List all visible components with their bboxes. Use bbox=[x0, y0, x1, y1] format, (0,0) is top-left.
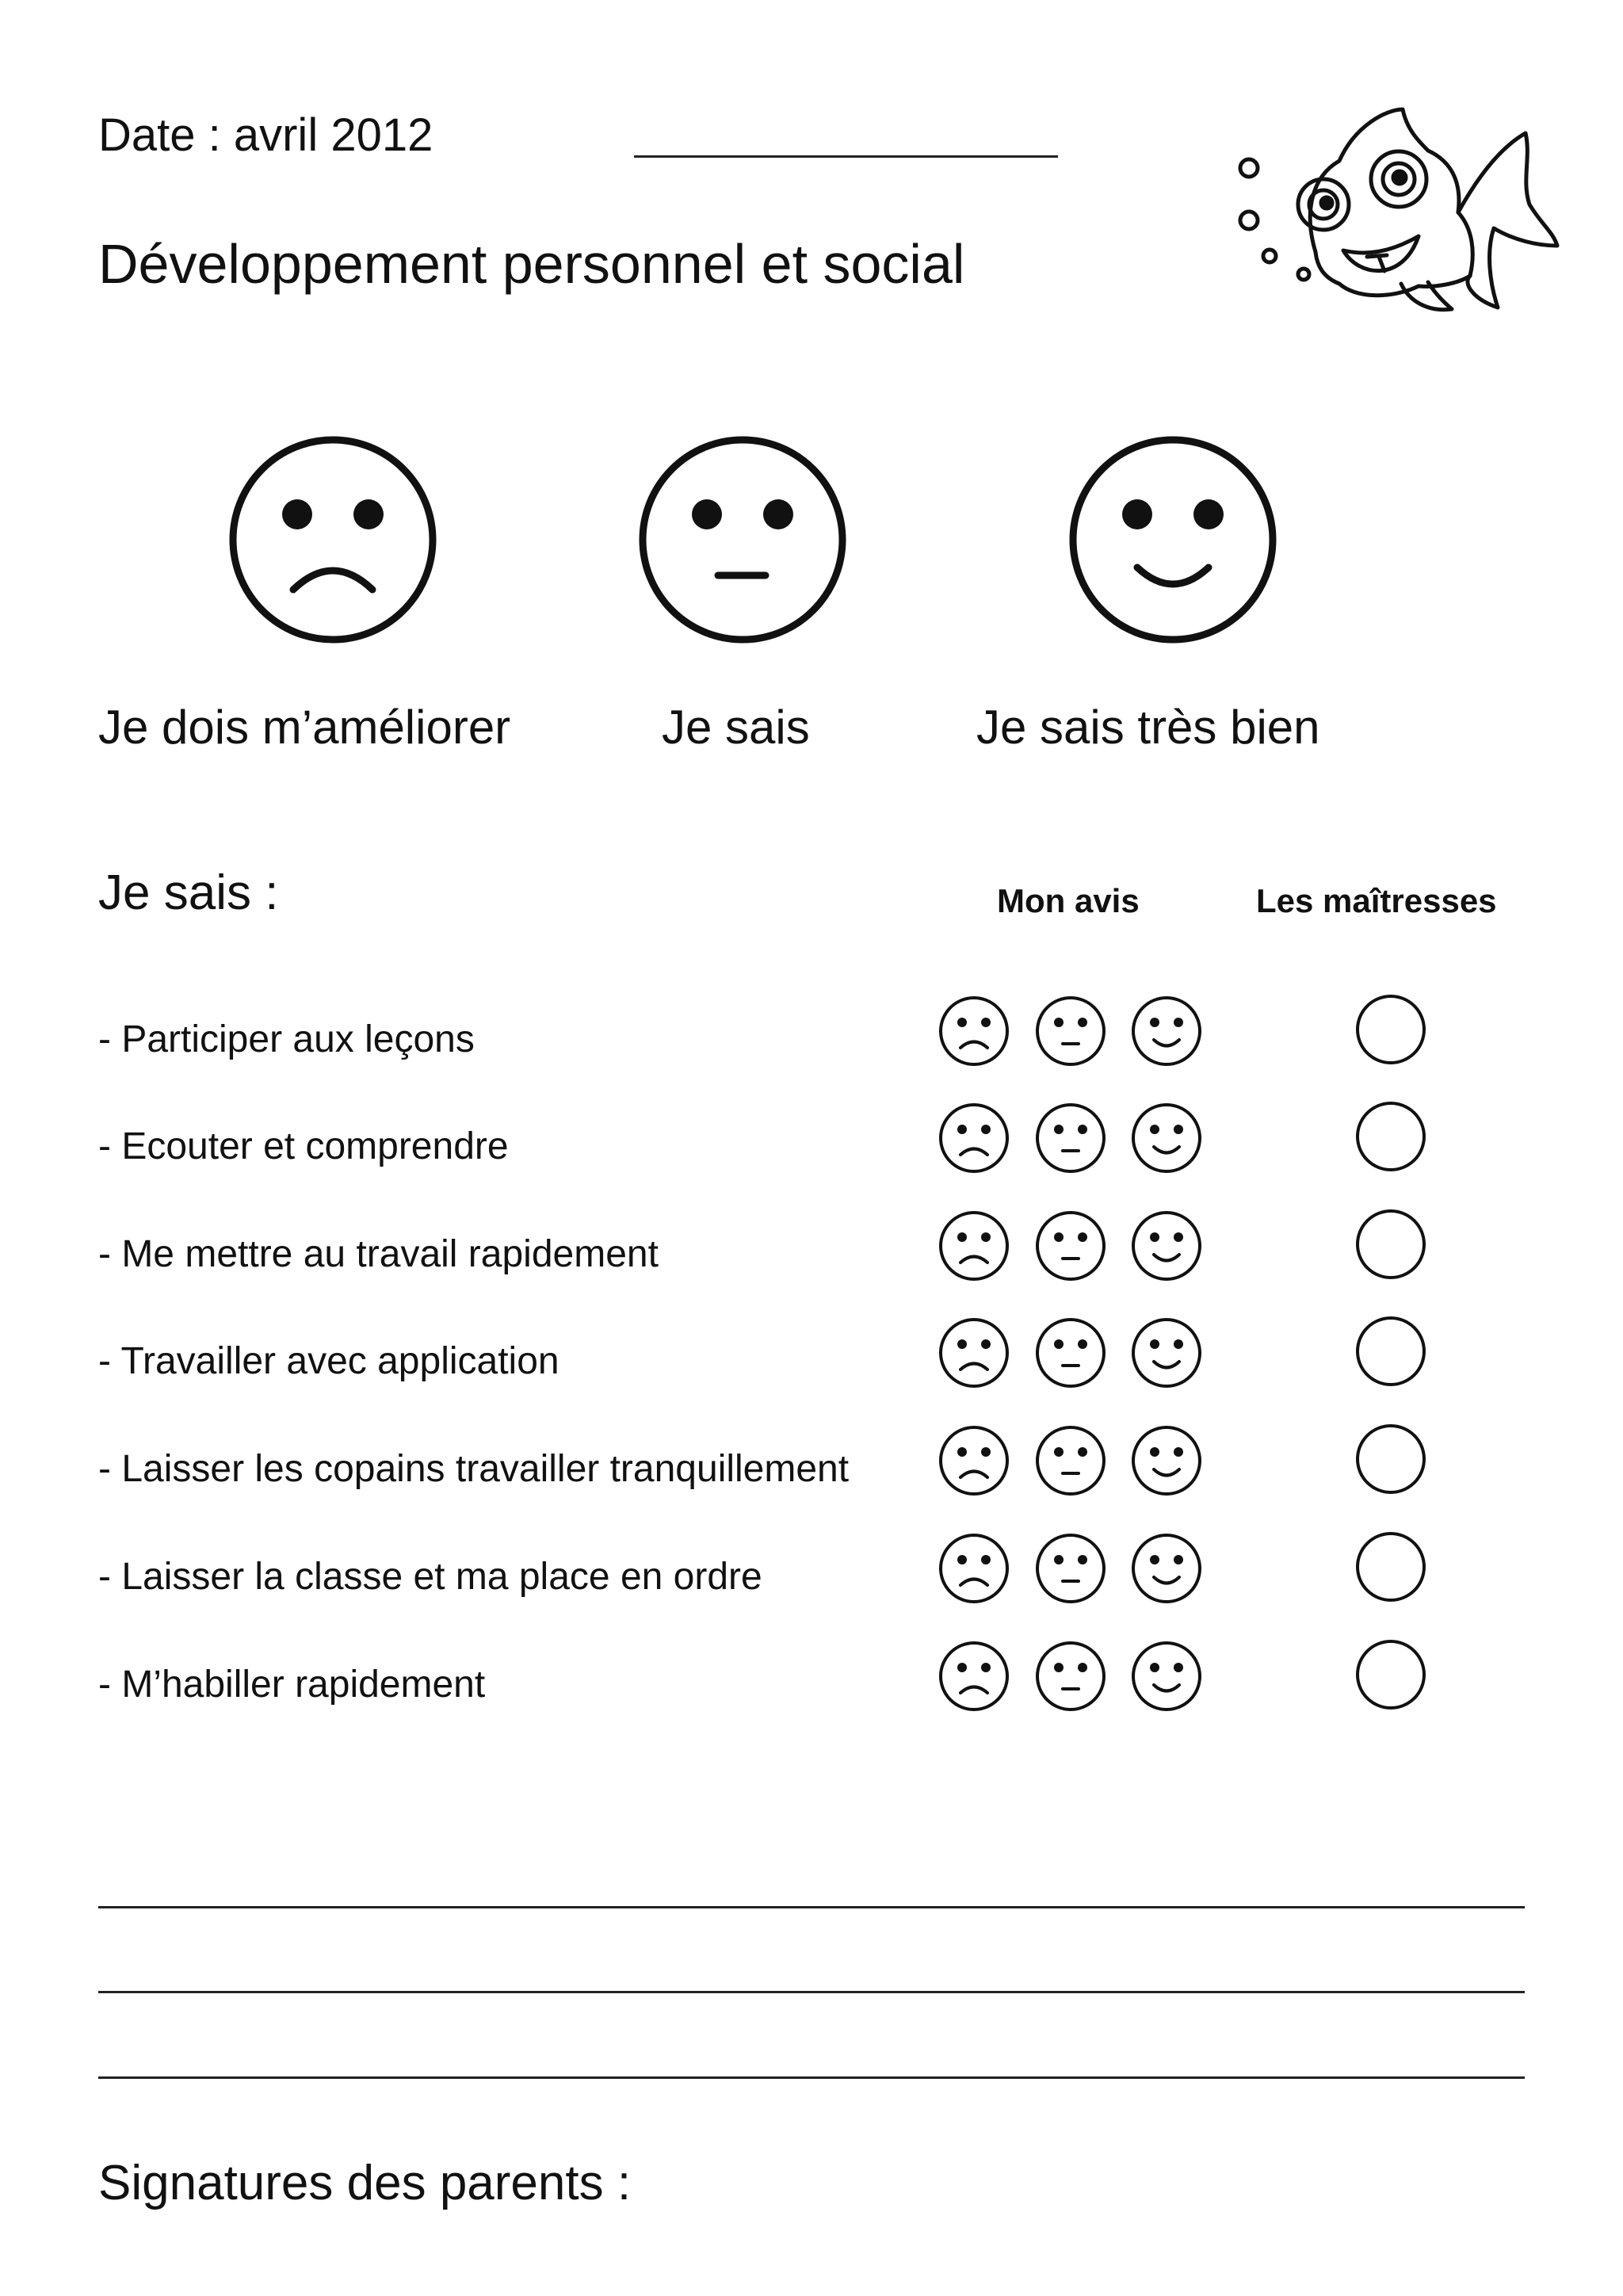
skill-row bbox=[0, 1014, 1623, 1102]
comment-line[interactable] bbox=[98, 1991, 1525, 1993]
sad-face-icon[interactable] bbox=[938, 1640, 1010, 1713]
sad-face-icon[interactable] bbox=[938, 1209, 1010, 1282]
sad-face-icon[interactable] bbox=[938, 1316, 1010, 1389]
sad-face-icon[interactable] bbox=[938, 995, 1010, 1068]
scale-label-know: Je sais bbox=[662, 701, 810, 754]
scale-label-know-well: Je sais très bien bbox=[976, 701, 1320, 754]
skill-row bbox=[0, 1660, 1623, 1747]
sad-face-icon[interactable] bbox=[938, 1102, 1010, 1175]
neutral-face-icon[interactable] bbox=[1034, 1532, 1107, 1605]
skill-row bbox=[0, 1444, 1623, 1531]
happy-face-icon[interactable] bbox=[1130, 1640, 1203, 1713]
teacher-rating-circle[interactable] bbox=[1356, 1640, 1426, 1710]
skill-label: - Laisser les copains travailler tranquillement bbox=[98, 1448, 850, 1490]
comment-line[interactable] bbox=[98, 2076, 1525, 2079]
column-teachers: Les maîtresses bbox=[1256, 882, 1497, 919]
skill-label: - Me mettre au travail rapidement bbox=[98, 1233, 659, 1275]
section-heading: Je sais : bbox=[98, 865, 279, 920]
skill-label: - M’habiller rapidement bbox=[98, 1664, 486, 1706]
comment-line[interactable] bbox=[98, 1906, 1525, 1908]
neutral-face-icon[interactable] bbox=[1034, 1209, 1107, 1282]
neutral-face-icon[interactable] bbox=[1034, 995, 1107, 1068]
skill-row bbox=[0, 1336, 1623, 1423]
happy-face-icon[interactable] bbox=[1130, 1532, 1203, 1605]
skill-row bbox=[0, 1121, 1623, 1209]
happy-face-icon[interactable] bbox=[1130, 1424, 1203, 1497]
teacher-rating-circle[interactable] bbox=[1356, 1316, 1426, 1386]
neutral-face-icon[interactable] bbox=[1034, 1316, 1107, 1389]
skill-row bbox=[0, 1229, 1623, 1316]
teacher-rating-circle[interactable] bbox=[1356, 1102, 1426, 1171]
neutral-face-icon[interactable] bbox=[1034, 1640, 1107, 1713]
sad-face-icon[interactable] bbox=[938, 1424, 1010, 1497]
skill-label: - Participer aux leçons bbox=[98, 1018, 475, 1060]
skill-label: - Travailler avec application bbox=[98, 1340, 559, 1382]
skill-label: - Laisser la classe et ma place en ordre bbox=[98, 1556, 762, 1598]
happy-face-icon[interactable] bbox=[1130, 1316, 1203, 1389]
teacher-rating-circle[interactable] bbox=[1356, 1209, 1426, 1279]
page-title: Développement personnel et social bbox=[98, 233, 965, 295]
teacher-rating-circle[interactable] bbox=[1356, 1532, 1426, 1602]
parents-signature-label: Signatures des parents : bbox=[98, 2156, 632, 2210]
scale-label-improve: Je dois m’améliorer bbox=[98, 701, 511, 754]
skill-label: - Ecouter et comprendre bbox=[98, 1125, 509, 1167]
happy-face-icon[interactable] bbox=[1130, 1209, 1203, 1282]
skill-row bbox=[0, 1552, 1623, 1639]
teacher-rating-circle[interactable] bbox=[1356, 1424, 1426, 1494]
neutral-face-icon[interactable] bbox=[1034, 1102, 1107, 1175]
date-label: Date : avril 2012 bbox=[98, 109, 433, 161]
sad-face-icon[interactable] bbox=[938, 1532, 1010, 1605]
column-self-assessment: Mon avis bbox=[997, 882, 1140, 919]
neutral-face-icon[interactable] bbox=[1034, 1424, 1107, 1497]
happy-face-icon[interactable] bbox=[1130, 1102, 1203, 1175]
happy-face-icon[interactable] bbox=[1130, 995, 1203, 1068]
teacher-rating-circle[interactable] bbox=[1356, 995, 1426, 1064]
